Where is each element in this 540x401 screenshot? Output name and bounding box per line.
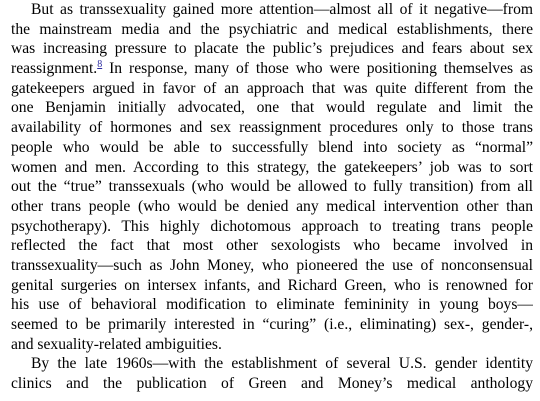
text-line: women and men. According to this strategy, the gatekeepers’ job was to sort [11, 158, 533, 176]
footnote-link[interactable]: 8 [97, 59, 103, 70]
text-line: By the late 1960s—with the establishment of several U.S. gender identity [31, 355, 533, 373]
paragraph-2 [11, 354, 533, 393]
text-line: out the “true” transsexuals (who would be allowed to fully transition) from all [11, 178, 533, 196]
text-line: and sexuality-related ambiguities. [11, 335, 222, 353]
text-line: transsexuality—such as John Money, who pioneered the use of nonconsensual [11, 256, 533, 274]
text-line: other trans people (who would be denied any medical intervention other than [11, 197, 533, 215]
text-line: genital surgeries on intersex infants, and Richard Green, who is renowned for [11, 276, 533, 294]
text-line: his use of behavioral modification to eliminate femininity in young boys— [11, 296, 533, 314]
text-line: reflected the fact that most other sexologists who became involved in [11, 237, 533, 255]
text-line: But as transsexuality gained more attention—almost all of it negative—from [31, 1, 533, 18]
text-line: psychotherapy). This highly dichotomous approach to treating trans people [11, 217, 533, 235]
text-line: was increasing pressure to placate the public’s prejudices and fears about sex [11, 40, 533, 58]
text-line-with-footnote [11, 59, 533, 79]
text-line: seemed to be primarily interested in “curing” (i.e., eliminating) sex-, gender-, [11, 316, 533, 333]
paragraph-1 [11, 0, 533, 354]
text-line: availability of hormones and sex reassignment procedures only to those trans [11, 119, 533, 137]
document-body [11, 0, 533, 394]
text-line: gatekeepers argued in favor of an approach that was quite different from the [11, 79, 533, 97]
text-line: the mainstream media and the psychiatric and medical establishments, there [11, 20, 533, 38]
text-line: one Benjamin initially advocated, one that would regulate and limit the [11, 99, 533, 117]
text-line: clinics and the publication of Green and Money’s medical anthology [11, 375, 533, 393]
text-segment: reassignment. [11, 60, 98, 78]
text-line: people who would be able to successfully blend into society as “normal” [11, 138, 533, 156]
text-segment: In response, many of those who were positioning themselves as [109, 60, 533, 78]
